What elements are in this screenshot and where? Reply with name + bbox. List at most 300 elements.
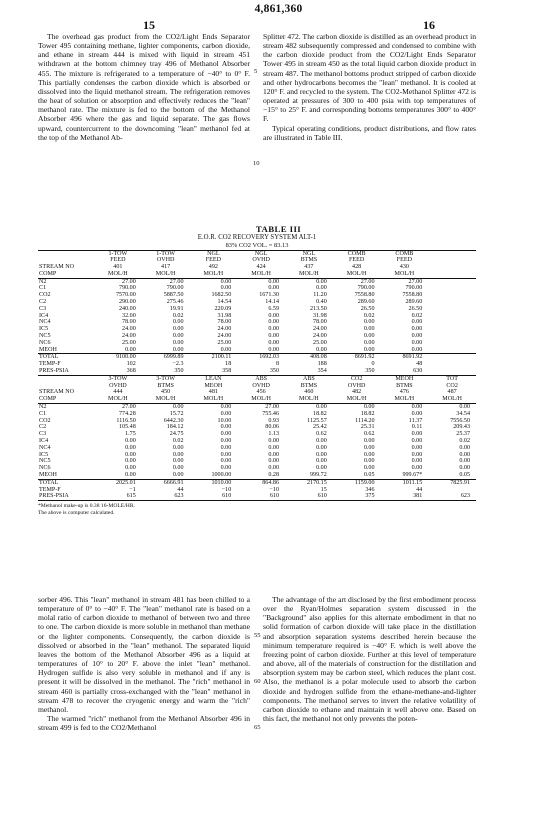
table-cell: ABS (255, 375, 268, 382)
table-cell: 32.00 (122, 312, 136, 319)
table-cell: 0.00 (363, 458, 375, 465)
table-cell: 350 (333, 368, 381, 375)
table-cell: 1125.57 (307, 417, 327, 424)
table-cell: C2 (39, 424, 47, 431)
table-cell: 428 (352, 264, 362, 271)
table-cell: 0.00 (316, 444, 327, 451)
table-cell: 289.60 (405, 299, 423, 306)
table-cell: 5887.50 (163, 292, 184, 299)
table-cell: 0.00 (268, 319, 279, 326)
table-cell: NC6 (39, 465, 51, 472)
table-cell: 0.00 (411, 326, 423, 333)
table-cell (428, 313, 476, 320)
table-cell: 0.00 (411, 451, 423, 458)
table-row (38, 299, 476, 306)
table-cell: BTMS (157, 382, 174, 389)
table-cell: 9100.00 (115, 354, 136, 361)
table-cell: 7558.80 (354, 292, 375, 299)
table-cell: 0.02 (363, 312, 375, 319)
table-cell: 375 (333, 493, 381, 500)
table-cell: MOL/H (94, 396, 142, 403)
line-number: 10 (253, 160, 260, 167)
table-cell: 790.00 (405, 285, 423, 292)
table-cell: 0.02 (172, 312, 184, 319)
table-cell: 0.00 (125, 451, 136, 458)
table-cell: 7556.50 (450, 417, 470, 424)
table-cell: IC4 (39, 312, 49, 319)
table-cell: 424 (256, 264, 266, 271)
table-cell: MOL/H (285, 396, 333, 403)
table-cell: 0.93 (268, 417, 279, 424)
table-cell: 0.00 (363, 444, 375, 451)
table-cell: 0.00 (316, 458, 327, 465)
table-cell: 0.00 (220, 404, 232, 411)
table-cell (428, 347, 476, 354)
table-cell: FEED (110, 257, 126, 264)
page-number-left: 15 (143, 18, 155, 32)
table-cell: 0.00 (411, 333, 423, 340)
table-cell: 7825.91 (450, 479, 470, 486)
table-cell: 0.00 (316, 438, 327, 445)
table-cell: 213.50 (309, 305, 327, 312)
table-cell: OVHD (156, 257, 175, 264)
table-cell: 401 (113, 264, 123, 271)
table-cell: 350 (142, 368, 190, 375)
table-cell: 358 (190, 368, 238, 375)
table-cell (428, 354, 476, 361)
paragraph: Typical operating conditions, product distributions, and flow rates are illustrated in Table III. (263, 123, 476, 142)
table-row (38, 438, 476, 445)
table-cell: MOL/H (237, 271, 285, 278)
table-cell: 0.00 (268, 333, 279, 340)
table-row (38, 472, 476, 479)
table-cell: 34.54 (456, 410, 470, 417)
table-cell: 44 (416, 486, 423, 493)
table-cell: MEOH (38, 472, 94, 479)
table-cell (428, 250, 476, 257)
table-cell: 0.00 (316, 451, 327, 458)
table-cell: MOL/H (333, 396, 381, 403)
table-cell: PRES-PSIA (38, 368, 94, 375)
table-cell: MOL/H (190, 396, 238, 403)
table-cell: 2170.15 (306, 479, 327, 486)
table-cell: 240.00 (118, 305, 136, 312)
table-cell (428, 299, 476, 306)
table-cell: 0.11 (411, 424, 423, 431)
table-cell: OVHD (109, 382, 127, 389)
table-cell: 3-TOW (156, 375, 176, 382)
table-header-row (38, 271, 476, 278)
line-number: 55 (254, 632, 261, 639)
table-cell: 19.91 (169, 305, 184, 312)
table-cell: 0.00 (411, 431, 423, 438)
line-number: 5 (254, 68, 258, 75)
table-cell: 0.00 (316, 285, 327, 292)
table-cell: 15 (320, 486, 327, 493)
table-cell: 0.05 (428, 472, 476, 479)
table-cell: MOL/H (285, 271, 333, 278)
table-cell: 790.00 (166, 285, 184, 292)
table-cell (428, 292, 476, 299)
table-header-row (38, 257, 476, 264)
column-bottom-left (38, 595, 250, 732)
table-cell: 999.72 (285, 472, 333, 479)
table-cell: 0.00 (268, 285, 279, 292)
table-cell: 0.00 (190, 347, 238, 354)
table-cell: 24.00 (217, 333, 232, 340)
table-cell: 2100.11 (211, 354, 232, 361)
table-cell: −10 (269, 486, 279, 493)
table-row (38, 340, 476, 347)
table-cell: 0.00 (411, 404, 423, 411)
table-row (38, 319, 476, 326)
table-cell: −2.3 (172, 361, 184, 368)
table-cell: 1-TOW (156, 250, 176, 257)
table-cell (428, 487, 476, 494)
table-cell: 0.02 (172, 438, 184, 445)
table-cell: LEAN (205, 375, 222, 382)
table-cell: C2 (39, 299, 47, 306)
table-row (38, 354, 476, 361)
table-cell: CO2 (39, 292, 51, 299)
table-cell: 24.00 (313, 333, 327, 340)
table-cell: 24.00 (217, 326, 232, 333)
table-cell: 0.00 (316, 404, 327, 411)
table-cell: 0.00 (220, 465, 232, 472)
table-cell: 31.98 (313, 312, 327, 319)
table-iii (38, 234, 476, 516)
table-cell: 11.20 (313, 292, 327, 299)
table-cell: 417 (161, 264, 171, 271)
table-row (38, 326, 476, 333)
table-row (38, 347, 476, 354)
table-cell: 456 (256, 389, 266, 396)
table-cell (428, 278, 476, 285)
table-cell: 0.00 (125, 444, 136, 451)
column-top-right (263, 32, 476, 142)
table-cell: FEED (396, 257, 412, 264)
table-cell: 26.50 (408, 305, 423, 312)
table-row (38, 292, 476, 299)
table-row (38, 458, 476, 465)
table-cell: 0.00 (172, 458, 184, 465)
table-cell: MOL/H (381, 271, 429, 278)
table-row (38, 445, 476, 452)
table-subtitle: E.O.R. CO2 RECOVERY SYSTEM ALT-1 (197, 234, 317, 241)
table-cell (428, 361, 476, 368)
paragraph: The warmed "rich" methanol from the Methanol Absorber 496 in stream 499 is fed to the CO2/Methanol (38, 714, 250, 733)
table-cell: 0.00 (363, 339, 375, 346)
table-cell: 0.00 (237, 347, 285, 354)
table-cell: 78.00 (122, 319, 136, 326)
table-cell: CO2 (350, 375, 363, 382)
table-cell: 0.00 (411, 410, 423, 417)
table-cell: 8 (275, 361, 279, 368)
table-cell: 0.00 (316, 278, 327, 285)
table-cell: 25.00 (122, 339, 136, 346)
table-cell: 0.00 (220, 410, 232, 417)
table-cell: MOL/H (142, 271, 190, 278)
table-cell: 80.06 (265, 424, 279, 431)
table-cell: 450 (161, 389, 171, 396)
table-title: TABLE III (255, 224, 302, 234)
table-cell: MOL/H (237, 396, 285, 403)
table-cell: COMB (347, 250, 366, 257)
table-cell: 0.02 (459, 438, 470, 445)
table-cell: MEOH (38, 347, 94, 354)
table-cell: FEED (349, 257, 365, 264)
table-cell: 0.00 (125, 438, 136, 445)
table-cell: 0.62 (363, 431, 375, 438)
table-row (38, 333, 476, 340)
table-cell: 790.00 (357, 285, 375, 292)
table-cell: 2025.01 (115, 479, 136, 486)
table-cell: 102 (126, 361, 136, 368)
table-header-row (38, 250, 476, 257)
table-cell: 0.00 (459, 458, 470, 465)
table-cell (428, 340, 476, 347)
table-cell: 0.00 (411, 339, 423, 346)
table-cell: MOL/H (428, 396, 476, 403)
table-cell: COMB (395, 250, 414, 257)
table-cell: 0.00 (172, 333, 184, 340)
table-cell: 610 (285, 493, 333, 500)
table-cell: 3-TOW (108, 375, 128, 382)
table-cell: CO2 (446, 382, 458, 389)
table-cell: 0.00 (268, 278, 279, 285)
table-cell: 1159.00 (354, 479, 375, 486)
table-cell: NGL (207, 250, 220, 257)
table-row (38, 452, 476, 459)
table-cell: PRES-PSIA (38, 493, 94, 500)
table-cell: NC5 (39, 458, 51, 465)
table-row (38, 465, 476, 472)
table-cell: NC5 (39, 333, 51, 340)
table-cell: 0 (371, 361, 375, 368)
table-cell: IC4 (39, 438, 49, 445)
table-cell: 25.00 (217, 339, 232, 346)
table-cell: 25.37 (456, 431, 470, 438)
table-cell: MOL/H (190, 271, 238, 278)
table-cell: 25.00 (313, 339, 327, 346)
table-cell: 1114.20 (355, 417, 375, 424)
table-cell: NGL (302, 250, 316, 257)
table-cell: 0.00 (125, 458, 136, 465)
table-cell: 0.00 (363, 438, 375, 445)
table-cell: COMP (38, 271, 94, 278)
table-row (38, 306, 476, 313)
table-cell (428, 306, 476, 313)
table-cell: 437 (304, 264, 314, 271)
table-cell: 864.86 (262, 479, 279, 486)
table-cell: 623 (428, 493, 476, 500)
table-cell: CO2 (39, 417, 51, 424)
table-cell: 18 (225, 361, 232, 368)
table-cell: 0.00 (172, 339, 184, 346)
table-cell (38, 383, 94, 390)
table-cell: 1010.00 (211, 479, 232, 486)
table-cell: 0.00 (125, 465, 136, 472)
table-cell: 27.00 (169, 278, 184, 285)
table-header-row (38, 383, 476, 390)
table-cell: 0.00 (220, 451, 232, 458)
table-cell (38, 257, 94, 264)
footnote: *Methanol make-up is 0.38 16-MOLE/HR. (38, 503, 135, 510)
table-cell: 0.00 (363, 465, 375, 472)
table-cell: 350 (237, 368, 285, 375)
table-header-row (38, 375, 476, 382)
table-cell: 27.00 (360, 278, 375, 285)
table-cell: 0.00 (459, 404, 470, 411)
paragraph: Splitter 472. The carbon dioxide is distilled as an overhead product in stream 482 subsequently compressed and condensed to combine with the carbon dioxide product from the CO2/Light Ends Separator Tower 495 in stream 450 as the total liquid carbon dioxide product in stream 487. The methanol bottoms product stripped of carbon dioxide and other hydrocarbons becomes the "lean" methanol. It is cooled at 120° F. and recycled to the system. The CO2-Methanol Splitter 472 is operated at pressures of 300 to 400 psia with top temperatures of −15° to 25° F. and corresponding bottoms temperatures 300° to 400° F. (263, 32, 476, 124)
table-cell: 1116.50 (116, 417, 136, 424)
table-cell: 0.00 (285, 347, 333, 354)
table-cell (428, 271, 476, 278)
table-row (38, 479, 476, 486)
table-cell: 430 (399, 264, 409, 271)
table-cell: 0.00 (459, 444, 470, 451)
table-cell: 10.00 (217, 417, 232, 424)
table-cell: 0.00 (411, 444, 423, 451)
line-number: 65 (254, 724, 261, 731)
table-row (38, 424, 476, 431)
table-cell: TEMP-F (39, 361, 61, 368)
table-cell: 482 (352, 389, 362, 396)
table-cell: 6442.30 (163, 417, 184, 424)
table-cell: 0.00 (220, 424, 232, 431)
table-cell: 444 (113, 389, 123, 396)
table-cell: 774.28 (118, 410, 136, 417)
table-cell: 275.46 (166, 299, 184, 306)
table-cell: 188 (317, 361, 327, 368)
table-cell: C3 (39, 431, 47, 438)
table-cell: IC5 (39, 326, 49, 333)
table-cell: 0.00 (142, 472, 190, 479)
table-cell: ABS (302, 375, 315, 382)
table-cell: 0.05 (333, 472, 381, 479)
table-cell: OVHD (347, 382, 366, 389)
table-cell: 14.54 (217, 299, 232, 306)
paragraph: The overhead gas product from the CO2/Light Ends Separator Tower 495 containing methane, lighter components, carbon dioxide, and ethane in stream 444 is mixed with liquid in stream 451 withdrawn at the bottom chimney tray 496 of Methanol Absorber 455. The mixture is refrigerated to a temperature of −40° to 0° F. This partially condenses the carbon dioxide which is absorbed or dissolved into the liquid methanol stream. The refrigeration removes the heat of solution or absorption and effectively reduces the "lean" methanol rate. The mixture is fed to the bottom of the Methanol Absorber 496 where the gas and liquid separate. The gas flows upward, countercurrent to the downcoming "lean" methanol fed at the top of the Methanol Ab- (38, 32, 250, 142)
table-cell (38, 375, 94, 382)
table-cell: 623 (142, 493, 190, 500)
table-cell: MOL/H (142, 396, 190, 403)
table-cell: 0.00 (268, 451, 279, 458)
table-cell: TOT (446, 375, 458, 382)
table-cell: 630 (381, 368, 429, 375)
table-cell: 0.00 (268, 339, 279, 346)
table-subtitle-2: 83% CO2 VOL. = 83.13 (225, 242, 289, 249)
table-cell: 26.50 (360, 305, 375, 312)
table-row (38, 361, 476, 368)
table-cell: C1 (39, 285, 47, 292)
table-cell (428, 319, 476, 326)
table-cell: STREAM NO (39, 389, 75, 396)
table-cell: 78.00 (313, 319, 327, 326)
table-cell: 220.09 (214, 305, 232, 312)
table-cell: 24.75 (169, 431, 184, 438)
table-cell: 476 (399, 389, 409, 396)
table-cell: 0.00 (220, 431, 232, 438)
table-cell: 0.00 (172, 319, 184, 326)
table-cell: 11.37 (408, 417, 423, 424)
data-table (38, 250, 476, 502)
table-row (38, 368, 476, 375)
table-cell: 48 (416, 361, 423, 368)
table-cell: 25.31 (360, 424, 375, 431)
table-cell: NC6 (39, 339, 51, 346)
table-cell: 27.00 (122, 278, 136, 285)
table-cell: TOTAL (39, 479, 59, 486)
table-row (38, 404, 476, 411)
table-cell: MEOH (395, 375, 414, 382)
table-cell: MOL/H (381, 396, 429, 403)
table-cell: 8691.92 (402, 354, 423, 361)
table-cell: IC5 (39, 451, 49, 458)
table-cell: 354 (285, 368, 333, 375)
table-cell: 15.72 (169, 410, 184, 417)
table-cell: OVHD (252, 382, 270, 389)
table-cell: C3 (39, 305, 47, 312)
table-cell: 0.00 (142, 347, 190, 354)
table-cell: 460 (304, 389, 314, 396)
table-cell: 105.48 (118, 424, 136, 431)
table-cell: 0.00 (220, 444, 232, 451)
table-cell: 1682.50 (211, 292, 232, 299)
table-cell (428, 333, 476, 340)
table-cell: 0.00 (316, 465, 327, 472)
table-cell: 0.28 (237, 472, 285, 479)
table-cell: 0.00 (363, 451, 375, 458)
table-cell (428, 285, 476, 292)
table-row (38, 411, 476, 418)
table-cell: BTMS (300, 382, 318, 389)
table-cell: 27.00 (265, 404, 279, 411)
table-cell (38, 250, 94, 257)
table-cell: MOL/H (94, 271, 142, 278)
table-cell: 610 (190, 493, 238, 500)
table-cell: FEED (205, 257, 221, 264)
table-row (38, 431, 476, 438)
table-cell: 0.00 (459, 465, 470, 472)
table-cell: 0.00 (333, 347, 381, 354)
paragraph: sorber 496. This "lean" methanol in stream 481 has been chilled to a temperature of 0° to −40° F. The "lean" methanol rate is based on a molal ratio of carbon dioxide to methanol of between two and three to one. The carbon dioxide is more soluble in methanol than methane or the lighter components. Consequently, the carbon dioxide is dissolved or absorbed in the "lean" methanol. The separated liquid leaves the bottom of the Methanol Absorber 496 as a liquid at temperatures of 10° to 20° F. above the inlet "lean" methanol. Hydrogen sulfide is also very soluble in methanol and if any is present it will be dissolved in the methanol. The "rich" methanol in stream 460 is partially cross-exchanged with the "lean" methanol in stream 478 to recover the cryogenic energy and warm the "rich" methanol. (38, 595, 250, 714)
table-cell: 1692.03 (259, 354, 279, 361)
table-header-row (38, 389, 476, 396)
table-cell: 0.00 (411, 458, 423, 465)
table-cell: 0.00 (411, 319, 423, 326)
table-cell: 1.75 (125, 431, 136, 438)
table-cell (428, 368, 476, 375)
table-cell: 0.00 (268, 312, 279, 319)
table-cell: 0.00 (220, 278, 232, 285)
table-cell: 0.62 (316, 431, 327, 438)
table-cell: 0.00 (172, 465, 184, 472)
table-cell: 24.00 (122, 326, 136, 333)
table-cell: 0.00 (268, 326, 279, 333)
table-cell: 0.00 (363, 326, 375, 333)
table-cell: 184.12 (166, 424, 184, 431)
table-row (38, 493, 476, 500)
table-cell: 755.46 (262, 410, 279, 417)
table-cell: 0.40 (316, 299, 327, 306)
table-cell (428, 264, 476, 271)
table-cell: 24.00 (122, 333, 136, 340)
footnote: The above is computer calculated. (38, 509, 115, 516)
table-cell: 0.00 (459, 451, 470, 458)
column-top-left (38, 32, 250, 142)
table-cell: 31.98 (217, 312, 232, 319)
